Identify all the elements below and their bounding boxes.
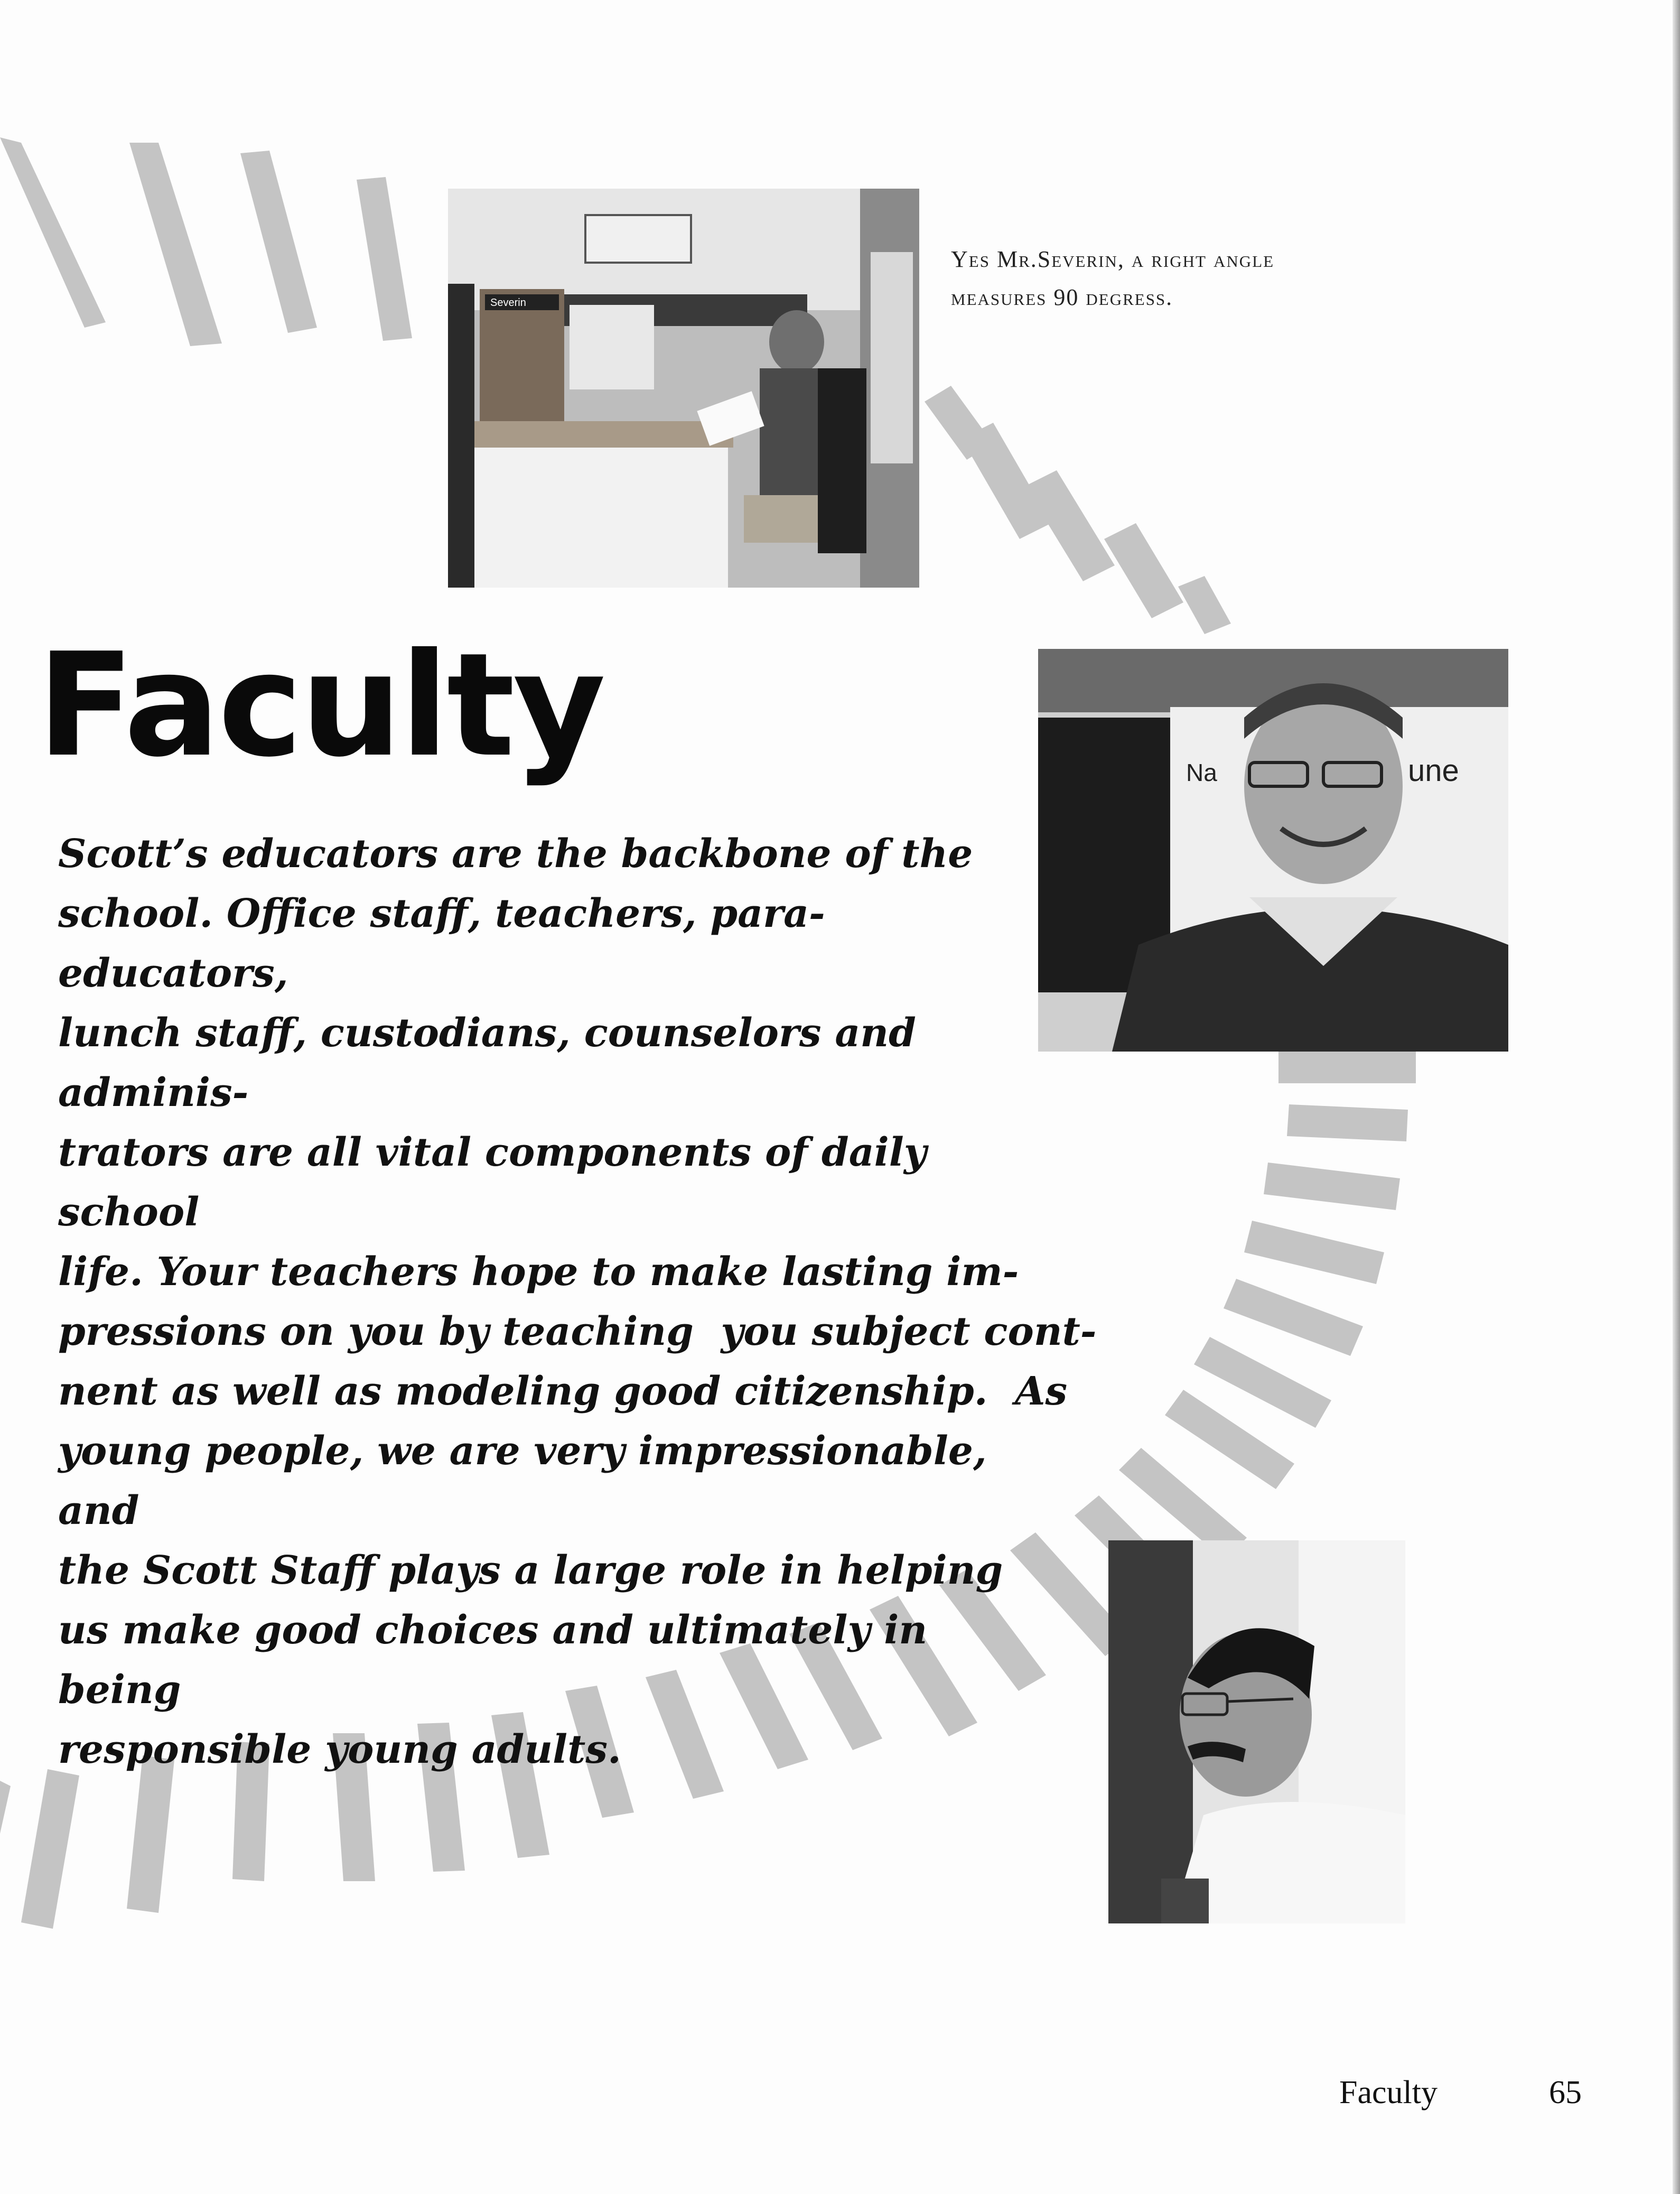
paragraph-line: Scott’s educators are the backbone of the [58, 831, 973, 877]
caption-line-1: Yes Mr.Severin, a right angle [951, 246, 1275, 272]
page-edge-shadow [1673, 0, 1680, 2194]
photo-teacher-profile [1108, 1540, 1405, 1923]
portrait-scene-image [1038, 649, 1508, 1052]
banner-text-left: Na [1186, 759, 1217, 786]
photo-caption [951, 240, 1448, 317]
desk-name-label: Severin [490, 297, 526, 309]
paragraph-line: lunch staff, custodians, counselors and adminis- [58, 1010, 916, 1115]
footer-section-label: Faculty [1339, 2075, 1438, 2111]
photo-teacher-portrait [1038, 649, 1508, 1052]
paragraph-line: young people, we are very impressionable, and [58, 1428, 987, 1533]
paragraph-line: trators are all vital components of daily school [58, 1130, 927, 1235]
paragraph-line: the Scott Staff plays a large role in helping [58, 1548, 1003, 1593]
caption-line-2: measures 90 degress. [951, 284, 1173, 310]
page-number: 65 [1549, 2075, 1582, 2111]
page-title: Faculty [37, 622, 604, 788]
intro-paragraph [58, 824, 1097, 1780]
profile-scene-image [1108, 1540, 1405, 1923]
desk-scene-image [448, 189, 919, 588]
paragraph-line: pressions on you by teaching you subject cont- [58, 1309, 1097, 1354]
paragraph-line: life. Your teachers hope to make lasting im- [58, 1249, 1019, 1295]
photo-teacher-at-desk [448, 189, 919, 588]
paragraph-line: responsible young adults. [58, 1727, 621, 1772]
paragraph-line: school. Office staff, teachers, para-educators, [58, 891, 825, 996]
banner-text-right: une [1408, 754, 1459, 788]
paragraph-line: us make good choices and ultimately in being [58, 1607, 928, 1713]
paragraph-line: nent as well as modeling good citizenship. As [58, 1369, 1068, 1414]
